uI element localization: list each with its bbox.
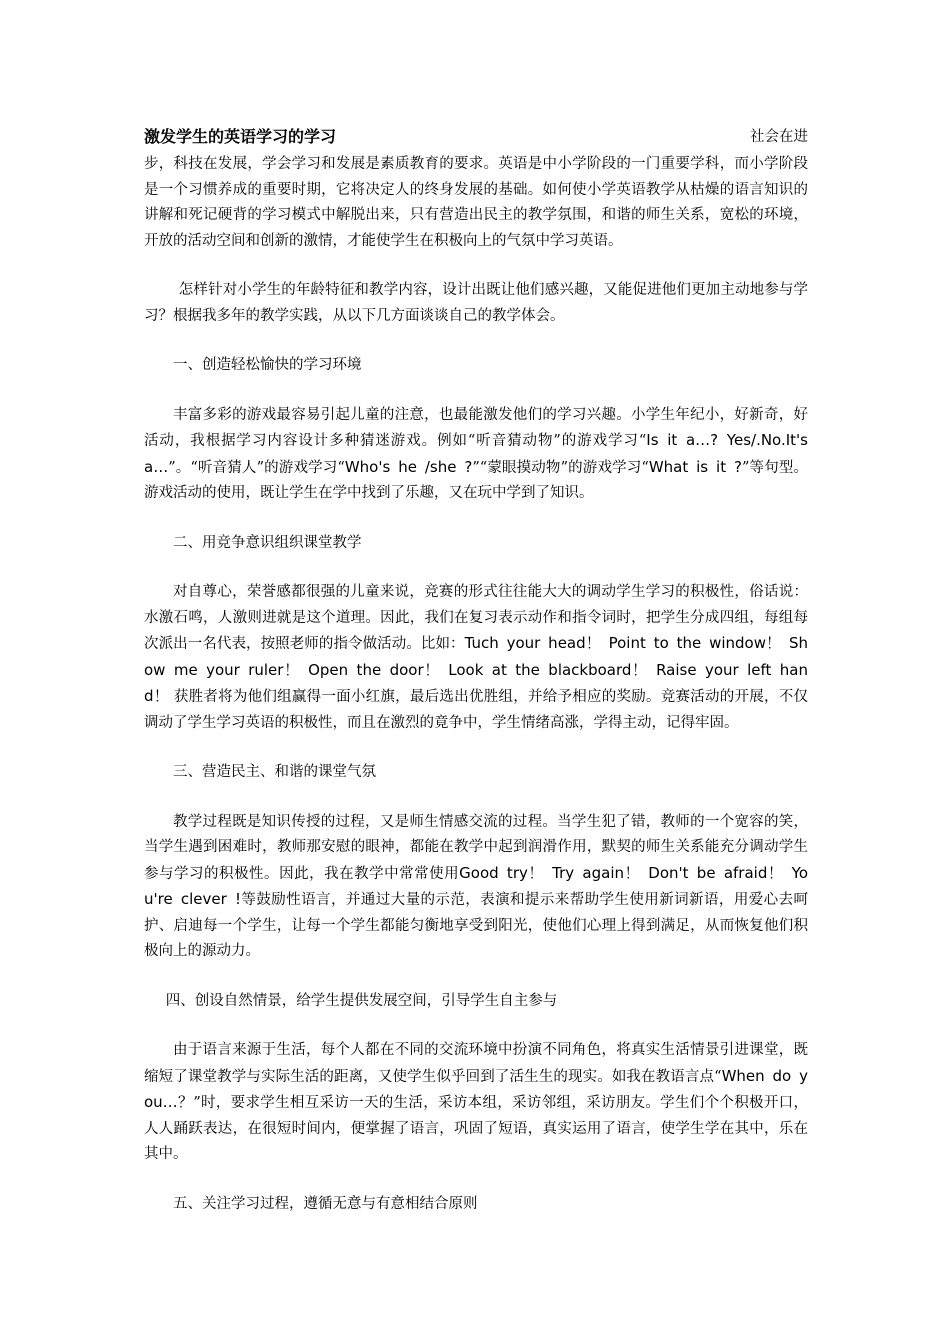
paragraph-text: 由于语言来源于生活，每个人都在不同的交流环境中扮演不同角色，将真实生活情景引进课堂，既缩短了课堂教学与实际生活的距离，又使学生似乎回到了活生生的现实。如我在教语言点“ — [144, 1042, 808, 1085]
paragraph-text: 等鼓励性语言，并通过大量的示范，表演和提示来帮助学生使用新词新语，用爱心去呵护、启迪每一个学生，让每一个学生都能匀衡地享受到阳光，使他们心理上得到满足，从而恢复他们积极向上的源动力。 — [144, 892, 808, 959]
paragraph-text: 对自尊心，荣誉感都很强的儿童来说，竞赛的形式往往能大大的调动学生学习的积极性，俗话说：水激石鸣，人激则进就是这个道理。因此，我们在复习表示动作和指令词时，把学生分成四组，每组每次派出一名代表，按照老师的指令做活动。比如： — [144, 584, 808, 652]
english-phrase: What is it ? — [648, 457, 742, 476]
english-phrase: Is it a…? Yes/.No.It's a… — [144, 431, 808, 476]
english-phrase: Who's he /she ? — [344, 457, 473, 476]
document-title: 激发学生的英语学习的学习 — [144, 127, 337, 146]
paragraph-text: 教学过程既是知识传授的过程，又是师生情感交流的过程。当学生犯了错，教师的一个宽容的笑，当学生遇到困难时，教师那安慰的眼神，都能在教学中起到润滑作用，默契的师生关系能充分调动学生参与学习的积极性。因此，我在教学中常常使用 — [144, 813, 808, 882]
section-heading-2: 二、用竞争意识组织课堂教学 — [173, 534, 362, 551]
paragraph-approach: 怎样针对小学生的年龄特征和教学内容，设计出既让他们感兴趣，又能促进他们更加主动地参与学习？根据我多年的教学实践，从以下几方面谈谈自己的教学体会。 — [144, 282, 808, 324]
paragraph-text: 获胜者将为他们组赢得一面小红旗，最后选出优胜组，并给予相应的奖励。竞赛活动的开展，不仅调动了学生学习英语的积极性，而且在激烈的竟争中，学生情绪高涨，学得主动，记得牢固。 — [144, 689, 808, 731]
paragraph-situations — [144, 1038, 808, 1168]
paragraph-text: ”“蒙眼摸动物”的游戏学习“ — [472, 459, 649, 476]
paragraph-games — [144, 403, 808, 507]
english-phrase: Good try！ Try again！ Don't be afraid！ You're clever ! — [144, 863, 808, 908]
paragraph-text: ”等句型。游戏活动的使用，既让学生在学中找到了乐趣，又在玩中学到了知识。 — [144, 459, 809, 501]
paragraph-text: 丰富多彩的游戏最容易引起儿童的注意，也最能激发他们的学习兴趣。小学生年纪小，好新奇，好活动，我根据学习内容设计多种猜迷游戏。例如“听音猜动物”的游戏学习“ — [144, 406, 808, 449]
intro-paragraph: 步，科技在发展，学会学习和发展是素质教育的要求。英语是中小学阶段的一门重要学科，而小学阶段是一个习惯养成的重要时期，它将决定人的终身发展的基础。如何使小学英语教学从枯燥的语言知识的讲解和死记硬背的学习模式中解脱出来，只有营造出民主的教学氛围，和谐的师生关系，宽松的环境，开放的活动空间和创新的激情，才能使学生在积极向上的气氛中学习英语。 — [144, 156, 808, 249]
paragraph-competition — [144, 580, 808, 736]
title-line — [144, 122, 808, 152]
section-heading-1: 一、创造轻松愉快的学习环境 — [173, 357, 362, 373]
paragraph-text: ”。“听音猜人”的游戏学习“ — [168, 459, 345, 476]
title-tail-text: 社会在进 — [750, 129, 808, 145]
document-page — [144, 122, 808, 1217]
paragraph-atmosphere — [144, 810, 808, 965]
english-phrase: When do you…？ — [144, 1066, 808, 1111]
section-heading-3: 三、营造民主、和谐的课堂气氛 — [173, 764, 376, 780]
section-heading-5: 五、关注学习过程，遵循无意与有意相结合原则 — [173, 1195, 478, 1212]
english-phrase: Tuch your head！ Point to the window！ Show me your ruler！ Open the door！ Look at the blackboard！ Raise your left hand！ — [144, 634, 808, 705]
section-heading-4: 四、创设自然情景，给学生提供发展空间，引导学生自主参与 — [165, 992, 558, 1009]
paragraph-text: ”时，要求学生相互采访一天的生活，采访本组，采访邻组，采访朋友。学生们个个积极开口，人人踊跃表达，在很短时间内，便掌握了语言，巩固了短语，真实运用了语言，使学生学在其中，乐在其中。 — [144, 1095, 808, 1162]
